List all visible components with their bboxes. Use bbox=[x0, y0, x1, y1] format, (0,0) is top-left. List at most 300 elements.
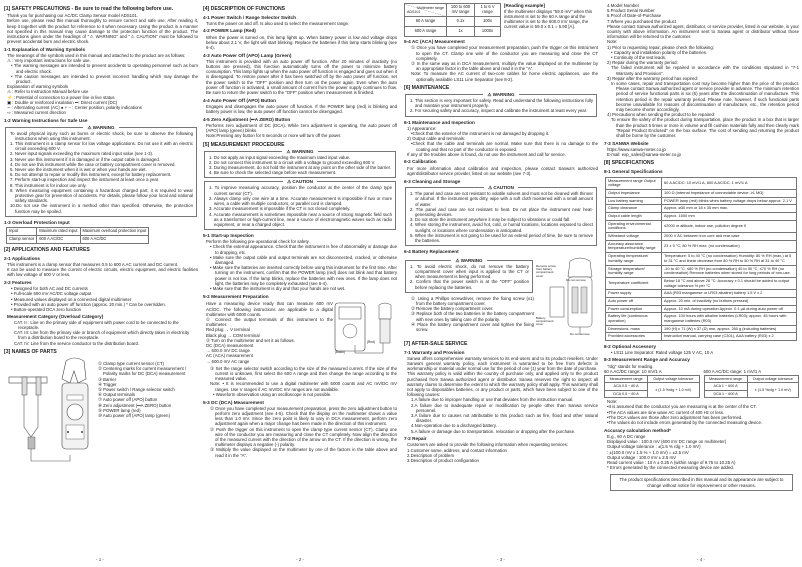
box-item: 1. This instrument is a clamp sensor for low voltage applications. Do not use it with an electric circuit exceeding 600 V. bbox=[10, 140, 193, 152]
table-cell: ACA 0.5 ~ 60 A bbox=[605, 383, 648, 390]
part-label: ⑨ POWER lamp (red) bbox=[98, 407, 141, 413]
subsection-heading: 6-1 Maintenance and Inspection bbox=[404, 119, 475, 125]
spec-row bbox=[606, 325, 797, 333]
paragraph: Note: bbox=[607, 399, 618, 405]
box-title-text: ⚠ WARNING bbox=[451, 258, 486, 263]
table-cell: Input bbox=[7, 228, 37, 236]
accuracy-range bbox=[604, 369, 700, 400]
spec-value: Approx. 20 min. of inactivity (no buttons pressed) bbox=[662, 297, 797, 305]
paragraph: •The values do not include errors generated by the connected measuring device. bbox=[607, 420, 763, 426]
plug-tag: (Black) bbox=[335, 350, 345, 355]
box-item: 1. The panel and case are not resistant to volatile solvent and must not be cleaned with thinner or alcohol. If the instrument gets dirty, wipe with a soft cloth moistened with a small amount of water. bbox=[410, 191, 593, 207]
spec-label: Output cable length bbox=[606, 213, 662, 221]
list-item: • Full-scale 600 mV AC/DC voltage output bbox=[11, 291, 92, 297]
box-item: 2. Confirm that the power switch is at the "OFF" position before replacing the batteries. bbox=[410, 279, 529, 290]
paragraph: Engages and disengages the auto power off function. If the POWER lamp (red) is blinking and battery power is low, the auto power off function cannot be disengaged. bbox=[206, 103, 397, 115]
figure-label: → 600.0 mV AC range bbox=[206, 358, 250, 364]
warning-box bbox=[405, 91, 597, 117]
paragraph: ▣ : Double or reinforced insulation ⎓: Direct current (DC) bbox=[7, 99, 118, 105]
spec-row bbox=[606, 240, 797, 252]
list-item: • Capacity and installation polarity of the batteries. bbox=[611, 49, 708, 55]
paragraph: Please contact Sanwa authorized agent, distributor, or service provider, listed in our website, in your country with above information. An instrument sent to Sanwa agent or distributor without those information will be returned to the customer. bbox=[607, 23, 799, 40]
plug-tag: (Red) bbox=[367, 340, 375, 345]
paragraph: When the power is turned on, this lamp lights up. When battery power is low and voltage drops below about 2.1 V, the light will start blinking. Replace the batteries if this lamp starts blinking (see 6-4). bbox=[206, 34, 397, 50]
table-cell: Clamp sensor bbox=[7, 236, 37, 244]
box-title bbox=[406, 258, 532, 263]
spec-value: POWER lamp (red) blinks when battery voltage drops below approx. 2.1 V bbox=[662, 197, 797, 205]
figure-label: ① Connect the output terminals of this instrument to the multimeter. bbox=[206, 317, 333, 328]
subsection-heading: 2-1 Applications bbox=[4, 255, 41, 261]
section-heading: [3] NAMES OF PARTS bbox=[4, 348, 57, 355]
paragraph: 6.Proof of Date-of-Purchase bbox=[607, 13, 662, 19]
list-item: • The warning messages are intended to prevent accidents to operating personnel such as burn and electric shock. bbox=[11, 63, 198, 74]
spec-label: Battery life (continuous operation) bbox=[606, 313, 662, 325]
section-heading: [7] AFTER-SALE SERVICE bbox=[404, 341, 468, 348]
spec-row bbox=[606, 213, 797, 221]
subsection-heading: 1-2 Warning Instructions for Safe Use bbox=[4, 117, 88, 123]
figure-label: AC (ACA) measurement bbox=[206, 353, 253, 359]
paragraph: 4) Precautions when sending the product to be repaired: bbox=[607, 112, 716, 118]
spec-row bbox=[606, 177, 797, 189]
paragraph: This warranty policy is valid within the country of purchase only, and applied only to the product purchased from Sanwa authorized agent or distributor. Sanwa reserves the right to inspect all warranty claims to determine the extent to which the warranty policy shall apply. This warranty shall not apply to disposables batteries, or any product or parts, which have been subject to one of the following causes: bbox=[407, 371, 598, 398]
subsection-heading: 5-3 DC (DCA) Measurement bbox=[203, 399, 264, 405]
paragraph: 2.Description of problem bbox=[407, 452, 455, 458]
table-cell: DCA 0.5 ~ 60 A bbox=[605, 390, 648, 397]
spec-value: Below 18 °C and above 28 °C: Accuracy x 0.1 should be added to output voltage tolerance % per °C bbox=[662, 277, 797, 289]
table-row bbox=[7, 236, 149, 244]
paragraph: Displayed value : 100.0 mV (600 mV DC range on multimeter) bbox=[607, 439, 727, 445]
list-item: ③ Set the range selector switch according to the size of the measured current. If the size of the current is unknown, first select the 600 A range and then change the range according to the measured value. bbox=[210, 365, 397, 382]
list-item: 3.A failure due to causes not attributable to this product such as fire, flood and other natural disaster. bbox=[411, 413, 598, 424]
subsection-heading: 4-1 Power Switch / Range Selector Switch bbox=[203, 14, 296, 20]
box-item: 10.Do not use the instrument in a method other than specified. Otherwise, the protection function may be spoiled. bbox=[10, 203, 193, 214]
paragraph: Sanwa offers comprehensive warranty services to its end-users and to its product resellers. Under Sanwa's general warranty policy, each instrument is warranted to be free from defects in workmanship or material under normal use for the period of one (1) year from the date of purchase. bbox=[407, 355, 598, 372]
paragraph: 3.Description of product configuration bbox=[407, 458, 479, 464]
paragraph: * Errors generated by the connected measuring device are added. bbox=[607, 465, 735, 471]
spec-value: 2000 V AC between iron core and rear case bbox=[662, 233, 797, 241]
column-1 bbox=[4, 3, 198, 555]
table-row bbox=[605, 383, 700, 390]
subsection-heading: 8-2 Optional Accessory bbox=[604, 343, 656, 349]
paragraph: 5.Product Serial Number bbox=[607, 8, 655, 14]
paragraph: Output voltage tolerance : ±(1.5 % rdg + 1.0 mV) bbox=[607, 444, 701, 450]
paragraph: If any of the troubles above is found, do not use the instrument and call for service. bbox=[407, 151, 566, 157]
box-item: 8. This instrument is for indoor use only. bbox=[10, 182, 87, 188]
part-label: ④ Trigger bbox=[98, 381, 117, 387]
table-row bbox=[605, 375, 700, 382]
section-heading: [1] SAFETY PRECAUTIONS - Be sure to read the following before use. bbox=[4, 6, 174, 12]
accuracy-table bbox=[604, 375, 700, 398]
list-item: The failed instrument will be repaired in accordance with the conditions stipulated in "7-1 Warranty and Provision". bbox=[611, 65, 799, 76]
spec-value: Approx. ⌀30 mm or 18 x 35 mm max. bbox=[662, 205, 797, 213]
box-item: 4. Accurate measurement is sometimes impossible near a source of strong magnetic field such as a transformer or high-current line, near a source of electromagnetic waves such as radio equipment, or near a charged object. bbox=[209, 211, 392, 227]
box-item: 2. The panel and case are not resistant to heat. Do not place the instrument near heat-generating devices. bbox=[410, 206, 593, 217]
box-item: 2. Do not connect this instrument to a circuit with a voltage to ground exceeding 600 V. bbox=[209, 159, 376, 165]
spec-row bbox=[606, 189, 797, 197]
reading-example bbox=[504, 3, 598, 37]
box-title bbox=[406, 185, 596, 190]
subsection-heading: 6-3 Cleaning and Storage bbox=[404, 178, 461, 184]
box-item: 4. Be sure to check the selected range before each measurement. bbox=[209, 170, 337, 176]
paragraph: Performs zero adjustment of DC (DCA). While zero adjustment is operating, the auto power off (APO) lamp (green) blinks. bbox=[206, 122, 397, 134]
column-3 bbox=[404, 3, 598, 555]
spec-row bbox=[606, 305, 797, 313]
paragraph: ⚡ : Potential of connection to a power line in live status bbox=[7, 94, 115, 100]
spec-value: ≤2000 m altitude, indoor use, pollution degree II bbox=[662, 220, 797, 232]
figure-label: DC (DCA) measurement bbox=[206, 343, 254, 349]
spec-label: Accuracy assurance temperature/humidity range bbox=[606, 240, 662, 252]
table-header: Measurement range bbox=[704, 375, 747, 382]
table-cell: 1000x bbox=[475, 26, 501, 36]
box-title-text: ⚠ WARNING bbox=[282, 149, 317, 154]
list-item: ③ Multiply the value displayed on the multimeter by one of the factors in the table above and read it in the "A". bbox=[210, 447, 397, 458]
battery-step: ④ Place the battery compartment cover and tighten the fixing screw. bbox=[411, 321, 534, 333]
table-cell: 0.1x bbox=[447, 16, 475, 26]
table-cell: ACA 1 ~ 600 A bbox=[704, 383, 747, 390]
subsection-heading: 6-4 Battery Replacement bbox=[404, 249, 459, 255]
list-item: ② In the same way as in DCA measurement, multiply the value displayed on the multimeter by an appropriate factor in the table above and read it in the "A". bbox=[411, 61, 598, 72]
list-item: • Continuity of the test leads. bbox=[611, 55, 667, 61]
paragraph: For more information about calibration and inspection, please contact Sanwa's authorized agent/distributor service provider, listed on our website (see 7-3). bbox=[407, 165, 598, 176]
table-cell: 600 A range bbox=[405, 26, 447, 36]
spec-label: Power consumption bbox=[606, 305, 662, 313]
paragraph: https://www.sanwa-meter.co.jp bbox=[607, 146, 666, 152]
spec-row bbox=[606, 277, 797, 289]
section-heading: [8] SPECIFICATIONS bbox=[604, 160, 654, 167]
spec-value: 190 (H) x 71 (W) x 37 (D) mm, approx. 260 g (including batteries) bbox=[662, 325, 797, 333]
paragraph: 1.Customer name, address, and contact information bbox=[407, 447, 507, 453]
paragraph: ⚠ : Refer to Instruction Manual before use bbox=[7, 89, 89, 95]
figure bbox=[404, 257, 598, 338]
box-item: 3. Do not store the instrument anywhere it may be subject to vibrations or could fall. bbox=[410, 217, 571, 223]
box-item: 1. This section is very important for safety. Read and understand the following instructions fully and maintain your instrument properly. bbox=[410, 97, 593, 109]
spec-value: AAA (R03 manganese or LR03 alkaline) battery 1.5 V x 2 bbox=[662, 290, 797, 298]
multiplier-table bbox=[404, 3, 501, 37]
table-corner bbox=[405, 4, 447, 17]
column-4 bbox=[604, 3, 799, 555]
box-item: 1. Do not apply an input signal exceeding the maximum rated input value. bbox=[209, 154, 351, 160]
spec-row bbox=[606, 233, 797, 241]
table-cell: Maximum overload protection input bbox=[80, 228, 149, 236]
box-title bbox=[406, 92, 596, 97]
range-title: 600 A AC/DC range: 1 mV/1 A bbox=[703, 368, 762, 374]
table-row bbox=[405, 4, 501, 17]
spec-table bbox=[605, 177, 797, 342]
list-item: ① Once you have completed your measurement preparation, press the zero adjustment button to perform zero adjustment (see 4-5). Check that the display on the multimeter shows a value less than 1.0 mV. Since the zero point is likely to vary in DCA measurement, perform zero adjustment again when a major change has been made in the direction of this instrument. bbox=[210, 405, 397, 427]
paragraph: Perform the following pre-operational check for safety. bbox=[206, 239, 310, 245]
spec-value: Approx. 10 mA during operation Approx. 0.1 μA during auto power off bbox=[662, 305, 797, 313]
callout: Battery compartment cover bbox=[536, 315, 554, 327]
tolerance-cell: ± (1.5 %rdg + 1.0 mV) bbox=[648, 383, 699, 398]
callout: Do not remove bbox=[566, 277, 586, 282]
part-label: ⑦ Auto power off (APO) button bbox=[98, 397, 158, 403]
subsection-heading: 7-3 SANWA Website bbox=[604, 140, 649, 146]
box-item: 6. Do not attempt to repair or modify this instrument, except for battery replacement. bbox=[10, 172, 172, 178]
table-header: Output voltage tolerance bbox=[747, 375, 798, 382]
paragraph: Customers are asked to provide the following information when requesting services: bbox=[407, 442, 569, 448]
list-item: • Designed for both AC and DC currents bbox=[11, 286, 88, 292]
subsection-heading: 5-1 Start-up Inspection bbox=[203, 233, 254, 239]
box-title bbox=[205, 149, 395, 154]
list-item: In some cases, repair and transportation cost may become higher than the price of the product. Please contact Sanwa authorized agent or service provider in advance. The minimum retention period of service functional parts is six (6) years after the discontinuation of manufacture. This retention period is the repair warranty period. Please note, however, if such functional parts become unavailable for reasons of discontinuation of manufacture, etc., the retention period may become shorter accordingly. bbox=[611, 81, 799, 113]
spec-label: Measurement range Output voltage bbox=[606, 177, 662, 189]
subsection-heading: 4-4 Auto Power Off (APO) Button bbox=[203, 97, 276, 103]
list-item: 1.A failure due to improper handling or use that deviates from the instruction manual. bbox=[411, 397, 574, 403]
spec-row bbox=[606, 333, 797, 341]
parts-list bbox=[96, 357, 198, 467]
list-item: • LS11 Line Separator: Rated voltage 125 V AC, 10 A bbox=[611, 349, 714, 355]
box-title bbox=[6, 125, 196, 130]
spec-label: Power supply bbox=[606, 290, 662, 298]
figure-labels bbox=[404, 257, 534, 338]
paragraph: 4.Model Number bbox=[607, 3, 640, 8]
box-item: 1. To improve measuring accuracy, position the conductor at the center of the clamp type current sensor (CT). bbox=[209, 185, 392, 196]
box-title-text: ⚠ CAUTION bbox=[283, 179, 317, 184]
list-item: • Make sure the batteries are inserted correctly before using this instrument for the first time. After turning on the instrument, confirm that the POWER lamp (red) does not blink and that battery power is not low. If the lamp blinks, replace the batteries with new ones. If the lamp does not light, the batteries may be completely exhausted (see 6-4). bbox=[210, 265, 397, 286]
paragraph: Output voltage : 100.0 mV ± 2.5 mV bbox=[607, 454, 677, 460]
box-item: 1. To avoid electric shock, do not remove the battery compartment cover when input is applied to the CT or when measurement is being performed. bbox=[410, 263, 529, 280]
paragraph: Note:Pressing any button for 5 seconds or more will turn off the power. bbox=[206, 133, 342, 139]
battery-illustration bbox=[536, 257, 598, 338]
section-heading: [6] MAINTENANCE bbox=[404, 84, 450, 91]
spec-label: Low battery warning bbox=[606, 197, 662, 205]
range-title: 60 A AC/DC range: 10 mV/1 A bbox=[604, 368, 662, 374]
figure-label: Have a measuring device ready that can measure 600 mV AC/DC. The following instructions are applicable to a digital multimeter with 6000 counts. bbox=[206, 301, 333, 317]
paragraph: 1) Prior to requesting repair, please check the following: bbox=[607, 44, 714, 50]
spec-label: Clamp clearance bbox=[606, 205, 662, 213]
page-number-2: - 2 - bbox=[295, 557, 305, 562]
spec-label: Provided accessories bbox=[606, 333, 662, 341]
spec-row bbox=[606, 197, 797, 205]
section-heading: [4] DESCRIPTION OF FUNCTIONS bbox=[203, 6, 286, 12]
paragraph: •The ACA values are sine wave AC current of 400 Hz or less. bbox=[607, 409, 725, 415]
box-title-text: ⚠ WARNING bbox=[483, 92, 518, 97]
table-row bbox=[405, 16, 501, 26]
warning-box bbox=[204, 181, 396, 230]
page-number-3: - 3 - bbox=[496, 557, 506, 562]
list-item: ① Once you have completed your measurement preparation, push the trigger on this instrument to open the CT. Clamp one wire of the conductor you are measuring and close the CT completely. bbox=[411, 45, 598, 61]
table-cell: Maximum rated input bbox=[37, 228, 80, 236]
list-item: • Make sure the output cable and output terminals are not disconnected, cracked, or otherwise damaged. bbox=[210, 254, 397, 266]
spec-row bbox=[606, 253, 797, 265]
paragraph: "rdg" stands for reading. bbox=[607, 363, 654, 369]
table-cell: DCA 1 ~ 600 A bbox=[704, 390, 747, 397]
paragraph: Before use, please read this manual thoroughly to ensure correct and safe use. After reading it, keep it together with the product for reference to it when necessary. Using the product in a manner not specified in this manual may cause damage to the protection function of the product. The instructions given under the headings of "⚠ WARNING" and "⚠ CAUTION" must be followed to prevent accidental burn and electric shock. bbox=[7, 18, 198, 45]
part-label: ⑧ Zero adjustment (⎓A ZERO) button bbox=[98, 402, 172, 408]
corner-range: Multimeter range bbox=[417, 5, 444, 10]
multimeter-illustration bbox=[333, 301, 397, 363]
part-label: ⑩ Auto power off (APO) lamp (green) bbox=[98, 412, 170, 418]
notice-box: The product specifications described in this manual and its appearance are subject to change without notice for improvement or other reasons. bbox=[610, 474, 793, 490]
overload-table bbox=[6, 227, 149, 244]
warning-box bbox=[405, 257, 533, 293]
multimeter-drawing bbox=[333, 301, 397, 355]
spec-row bbox=[606, 205, 797, 213]
paragraph: This instrument is a clamp sensor that measures 0.5 to 600 A AC current and DC current. bbox=[7, 262, 179, 267]
table-cell: 600 A AC/DC bbox=[80, 236, 149, 244]
spec-value: -10 to 40 °C, ≤80 % RH (no condensation) 40 to 50 °C, ≤70 % RH (no condensation) Remove batteries when stored for long periods of non-use. bbox=[662, 265, 797, 277]
spec-row bbox=[606, 313, 797, 325]
spec-label: Output impedance bbox=[606, 189, 662, 197]
spec-value: Instruction manual, carrying case (C301), AAA battery (R03) x 2 bbox=[662, 333, 797, 341]
list-item: • Measured values displayed on a connected digital multimeter bbox=[11, 296, 132, 302]
figure bbox=[203, 301, 397, 363]
battery-step: ② Remove the battery compartment cover. bbox=[411, 306, 494, 312]
page-number-4: - 4 - bbox=[696, 557, 706, 562]
box-item: 3. During measurement, do not hold the instrument at any point on the other side of the barrier. bbox=[209, 165, 392, 171]
paragraph: ⇨ : Measured current direction bbox=[7, 110, 66, 116]
subsection-heading: 7-2 Repair bbox=[404, 436, 427, 442]
box-item: 4. When storing the instrument, avoid hot, cold, or humid locations, locations exposed to direct sunlight, or locations where condensation is anticipated. bbox=[410, 222, 593, 233]
warning-box bbox=[204, 148, 396, 179]
paragraph: : ±(100.0 mV x 1.5 % + 1.0 mV) = ±2.5 mV bbox=[607, 449, 689, 455]
box-item: 2. Always clamp only one wire at a time. Accurate measurement is impossible if two or more wires, a cable with multiple conductors, or parallel cord is clamped. bbox=[209, 195, 392, 207]
paragraph: Note: bbox=[607, 39, 618, 45]
spec-value: Temperature: 5 to 40 °C (no condensation) Humidity: 80 % RH (max.) at 5 to 31 °C and linear decrease from 80 % RH to 50 % RH at 31 to 40 °C bbox=[662, 253, 797, 265]
table-cell: 1x bbox=[447, 26, 475, 36]
spec-value: 23 ± 5 °C, 80 % RH max. (no condensation) bbox=[662, 240, 797, 252]
part-label: ③ Barrier bbox=[98, 376, 117, 382]
spec-row bbox=[606, 265, 797, 277]
paragraph: E.g., 60 A DC range bbox=[607, 433, 646, 439]
parts-diagram bbox=[4, 357, 96, 467]
paragraph: •The DCA values are those after zero adjustment has been performed. bbox=[607, 414, 743, 420]
table-header: Measurement range bbox=[605, 375, 648, 382]
subsection-heading: 1-3 Overload Protection Input bbox=[4, 219, 70, 225]
part-label: ② Centering marks for current measurement / Polarity marks for DC (DCA) measurement bbox=[98, 366, 187, 377]
list-item: 4.Non-operation due to a discharged battery. bbox=[411, 423, 497, 429]
warning-box bbox=[5, 124, 197, 217]
list-item: •Check that the cable and terminals are normal. Make sure that there is no damage to the coating and that no part of the conductor is exposed. bbox=[411, 141, 598, 152]
spec-label: Operating temperature/ humidity range bbox=[606, 253, 662, 265]
spec-row bbox=[606, 290, 797, 298]
subsection-heading: 4-3 Auto Power Off (APO) Lamp (Green) bbox=[203, 52, 292, 58]
box-item: 2. Never input signals exceeding the maximum rated input value (see 1-3). bbox=[10, 151, 154, 157]
list-item: •Check that the exterior of the instrument is not damaged by dropping it. bbox=[411, 130, 550, 136]
box-title-text: ⚠ CAUTION bbox=[484, 185, 518, 190]
figure bbox=[4, 357, 198, 467]
list-item: CAT. III: Line from the primary side or branch of equipment which directly takes in electricity from a distribution board to the receptacle. bbox=[14, 330, 190, 341]
table-header: 1 to 6 V range bbox=[475, 4, 501, 17]
paragraph: 3) Repair after the warranty period has expired: bbox=[607, 75, 699, 81]
spec-label: Auto power off bbox=[606, 297, 662, 305]
part-label: ① Clamp type current sensor (CT) bbox=[98, 360, 164, 366]
spec-label: Dimensions, mass bbox=[606, 325, 662, 333]
spec-label: Operating environmental conditions bbox=[606, 220, 662, 232]
part-label: ⑥ Output terminals bbox=[98, 392, 135, 398]
table-cell: 60 A range bbox=[405, 16, 447, 26]
paragraph: ∼ : Alternating current (AC) ● + − : Center position, polarity indications bbox=[7, 105, 142, 110]
paragraph: 7.Where you purchased the product bbox=[607, 18, 677, 24]
subsection-heading: 4-5 Zero Adjustment (⎓A ZERO) Button bbox=[203, 116, 291, 122]
box-item: To avoid physical injury such as burns or electric shock, be sure to observe the following instructions when using this instrument. bbox=[10, 130, 193, 141]
accuracy-range bbox=[704, 369, 800, 400]
paragraph: E-mail: exp_sales@sanwa-meter.co.jp bbox=[607, 152, 681, 158]
table-header: Output voltage tolerance bbox=[648, 375, 699, 382]
section-heading: [2] APPLICATIONS AND FEATURES bbox=[4, 247, 90, 254]
subsection-heading: 5-2 Measurement Preparation bbox=[203, 293, 269, 299]
list-item: • Check the external appearance. Check that the instrument is free of abnormality or damage due to dropping, etc. bbox=[210, 244, 397, 255]
list-item: CAT. II : Line on the primary side of equipment with power cord to be connected to the receptacle. bbox=[14, 319, 179, 330]
list-item: • Provided with an auto power off function (approx. 20 min.) * Can be overridden. bbox=[11, 301, 167, 307]
table-cell: 100x bbox=[475, 16, 501, 26]
paragraph: Turns the power on and off. Is also used to select the measurement range. bbox=[206, 20, 350, 26]
spec-label: Withstand voltage bbox=[606, 233, 662, 241]
paragraph: 2) Repair during the warranty period: bbox=[607, 60, 678, 66]
battery-step: ③ Replace both of the two batteries in the battery compartment with new ones by taking care of the polarity. bbox=[411, 311, 534, 322]
paragraph: Explanation of warning symbols bbox=[7, 84, 69, 90]
subsection-heading: 6-2 Calibration bbox=[404, 159, 437, 165]
paragraph: This instrument is provided with an auto power off function. After 20 minutes of inactivity (no buttons are pressed), this function automatically turns off the power to minimize battery consumption. This lamp lights up when the auto power off function is engaged and goes out when it is disengaged. To restore power after it has been switched off by the auto power off function, set the power switch to the "OFF" position and then turn on the power again. Even when the auto power off function is activated, a small amount of current from the power supply continues to flow. Be sure to return the power switch to the "OFF" position when measurement is finished. bbox=[206, 58, 397, 96]
spec-label: Temperature coefficient bbox=[606, 277, 662, 289]
list-item: • Waveform observation using an oscilloscope is not possible. bbox=[213, 391, 332, 397]
subsection-heading: 1-1 Explanation of Warning Symbols bbox=[4, 46, 86, 52]
box-title-text: ⚠ WARNING bbox=[83, 125, 118, 130]
list-item: CAT. IV: Line from the service conductor to the distribution board. bbox=[14, 340, 140, 346]
warning-box bbox=[405, 187, 597, 246]
paragraph: ⚠ : Very important instructions for safe use. bbox=[7, 58, 91, 64]
page-number-1: - 1 - bbox=[95, 557, 105, 562]
paragraph: Read current value : 10 A ± 0.25 A (within range of 9.75 to 10.25 A) bbox=[607, 459, 736, 465]
list-item: To ensure the safety of the product during transportation, place the product in a box that is larger than the product 5 times or more in volume and fill cushion materials fully and then clearly mark "Repair Product Enclosed" on the box surface. The cost of sending and returning the product shall be borne by the customer. bbox=[611, 117, 799, 139]
list-item: Note: • It is recommended to use a digital multimeter with 6000 counts and AC mV/DC mV ranges. Use V ranges if AC mV/DC mV ranges are not available. bbox=[210, 381, 397, 392]
paragraph: The meanings of the symbols used in this manual and attached to the product are as follows: bbox=[7, 52, 186, 58]
tolerance-cell: ± (1.5 %rdg + 1.0 mV) bbox=[747, 383, 798, 398]
table-row bbox=[7, 228, 149, 236]
corner-model: ADS101 bbox=[407, 9, 421, 14]
spec-row bbox=[606, 297, 797, 305]
multiplier-section bbox=[404, 3, 598, 37]
paragraph: 1) Appearance: bbox=[407, 125, 437, 131]
battery-step: ① Using a Phillips screwdriver, remove the fixing screw (x1) from the battery compartment cover. bbox=[411, 295, 534, 307]
figure-label: Red plug → V terminal bbox=[206, 327, 250, 333]
box-item: 5. When the instrument is not going to be used for an extend period of time, be sure to remove the batteries. bbox=[410, 232, 593, 243]
subsection-heading: 8-1 General Specifications bbox=[604, 168, 663, 174]
table-row bbox=[704, 383, 799, 390]
spec-value: 60 A AC/DC: 10 mV/1 A, 600 A AC/DC: 1 mV/1 A bbox=[662, 177, 797, 189]
accuracy-tables bbox=[604, 369, 799, 400]
figure-label: ② Turn on the multimeter and set it as follows. bbox=[206, 337, 295, 343]
subsection-heading: 4-2 POWER Lamp (Red) bbox=[203, 28, 256, 34]
table-header: 100 to 600 mV range bbox=[447, 4, 475, 17]
accuracy-table bbox=[704, 375, 800, 398]
spec-value: Approx. 100 hours with alkaline batteries (LR03); approx. 45 hours with manganese batteries (R03) bbox=[662, 313, 797, 325]
figure-label: → 600.0 mV DC range bbox=[206, 348, 250, 354]
subsection-heading: Accuracy calculation method* bbox=[604, 427, 671, 433]
list-item: Note: To measure the AC current of two-core cables for home electric appliances, use the optionally available LS11 Line Separator (see 8-2). bbox=[411, 71, 598, 82]
list-item: ② Push the trigger on this instrument to open the clamp type current sensor (CT). Clamp one wire of the conductor you are measuring and close the CT completely. Now align the direction of the measured current with the direction of the arrow on the CT. If the direction is wrong, the multimeter displays a negative (-) polarity. bbox=[210, 426, 397, 448]
box-item: 2. For securing safety and accuracy, inspect and calibrate the instrument at least every year. bbox=[410, 108, 588, 114]
figure-label: Black plug → COM terminal bbox=[206, 332, 260, 338]
table-cell: 600 A AC/DC bbox=[37, 236, 80, 244]
subsection-heading: 5-4 AC (ACA) Measurement bbox=[404, 39, 465, 45]
subsection-heading: 7-1 Warranty and Provision bbox=[404, 349, 465, 355]
figure-labels bbox=[203, 301, 333, 363]
table-row bbox=[704, 375, 799, 382]
callout: Remove screw from battery compartment cover bbox=[536, 263, 556, 278]
list-item: 5.A failure or damage due to transportation, relocation or dropping after the purchase. bbox=[411, 428, 576, 434]
spec-value: 100 Ω (internal impedance of connectable device: ≥1 MΩ) bbox=[662, 189, 797, 197]
spec-value: Approx. 1500 mm bbox=[662, 213, 797, 221]
reading-example-title: [Reading example] bbox=[504, 3, 545, 8]
list-item: 2.A failure due to inadequate repair or modification by people other than Sanwa service personnel. bbox=[411, 402, 598, 413]
spec-label: Storage temperature/ humidity range bbox=[606, 265, 662, 277]
section-heading: [5] MEASUREMENT PROCEDURE bbox=[203, 141, 285, 148]
box-item: 9. When measuring equipment containing a hazardous charged part, it is required to wear protective gear for prevention of accidents. For details, please follow your local and national safety standards. bbox=[10, 187, 193, 204]
box-item: 5. Never use the instrument when it is wet or when your hands are wet. bbox=[10, 166, 147, 172]
box-title bbox=[205, 179, 395, 184]
box-item: 3. Never use this instrument if it is damaged or if the output cable is damaged. bbox=[10, 156, 160, 162]
